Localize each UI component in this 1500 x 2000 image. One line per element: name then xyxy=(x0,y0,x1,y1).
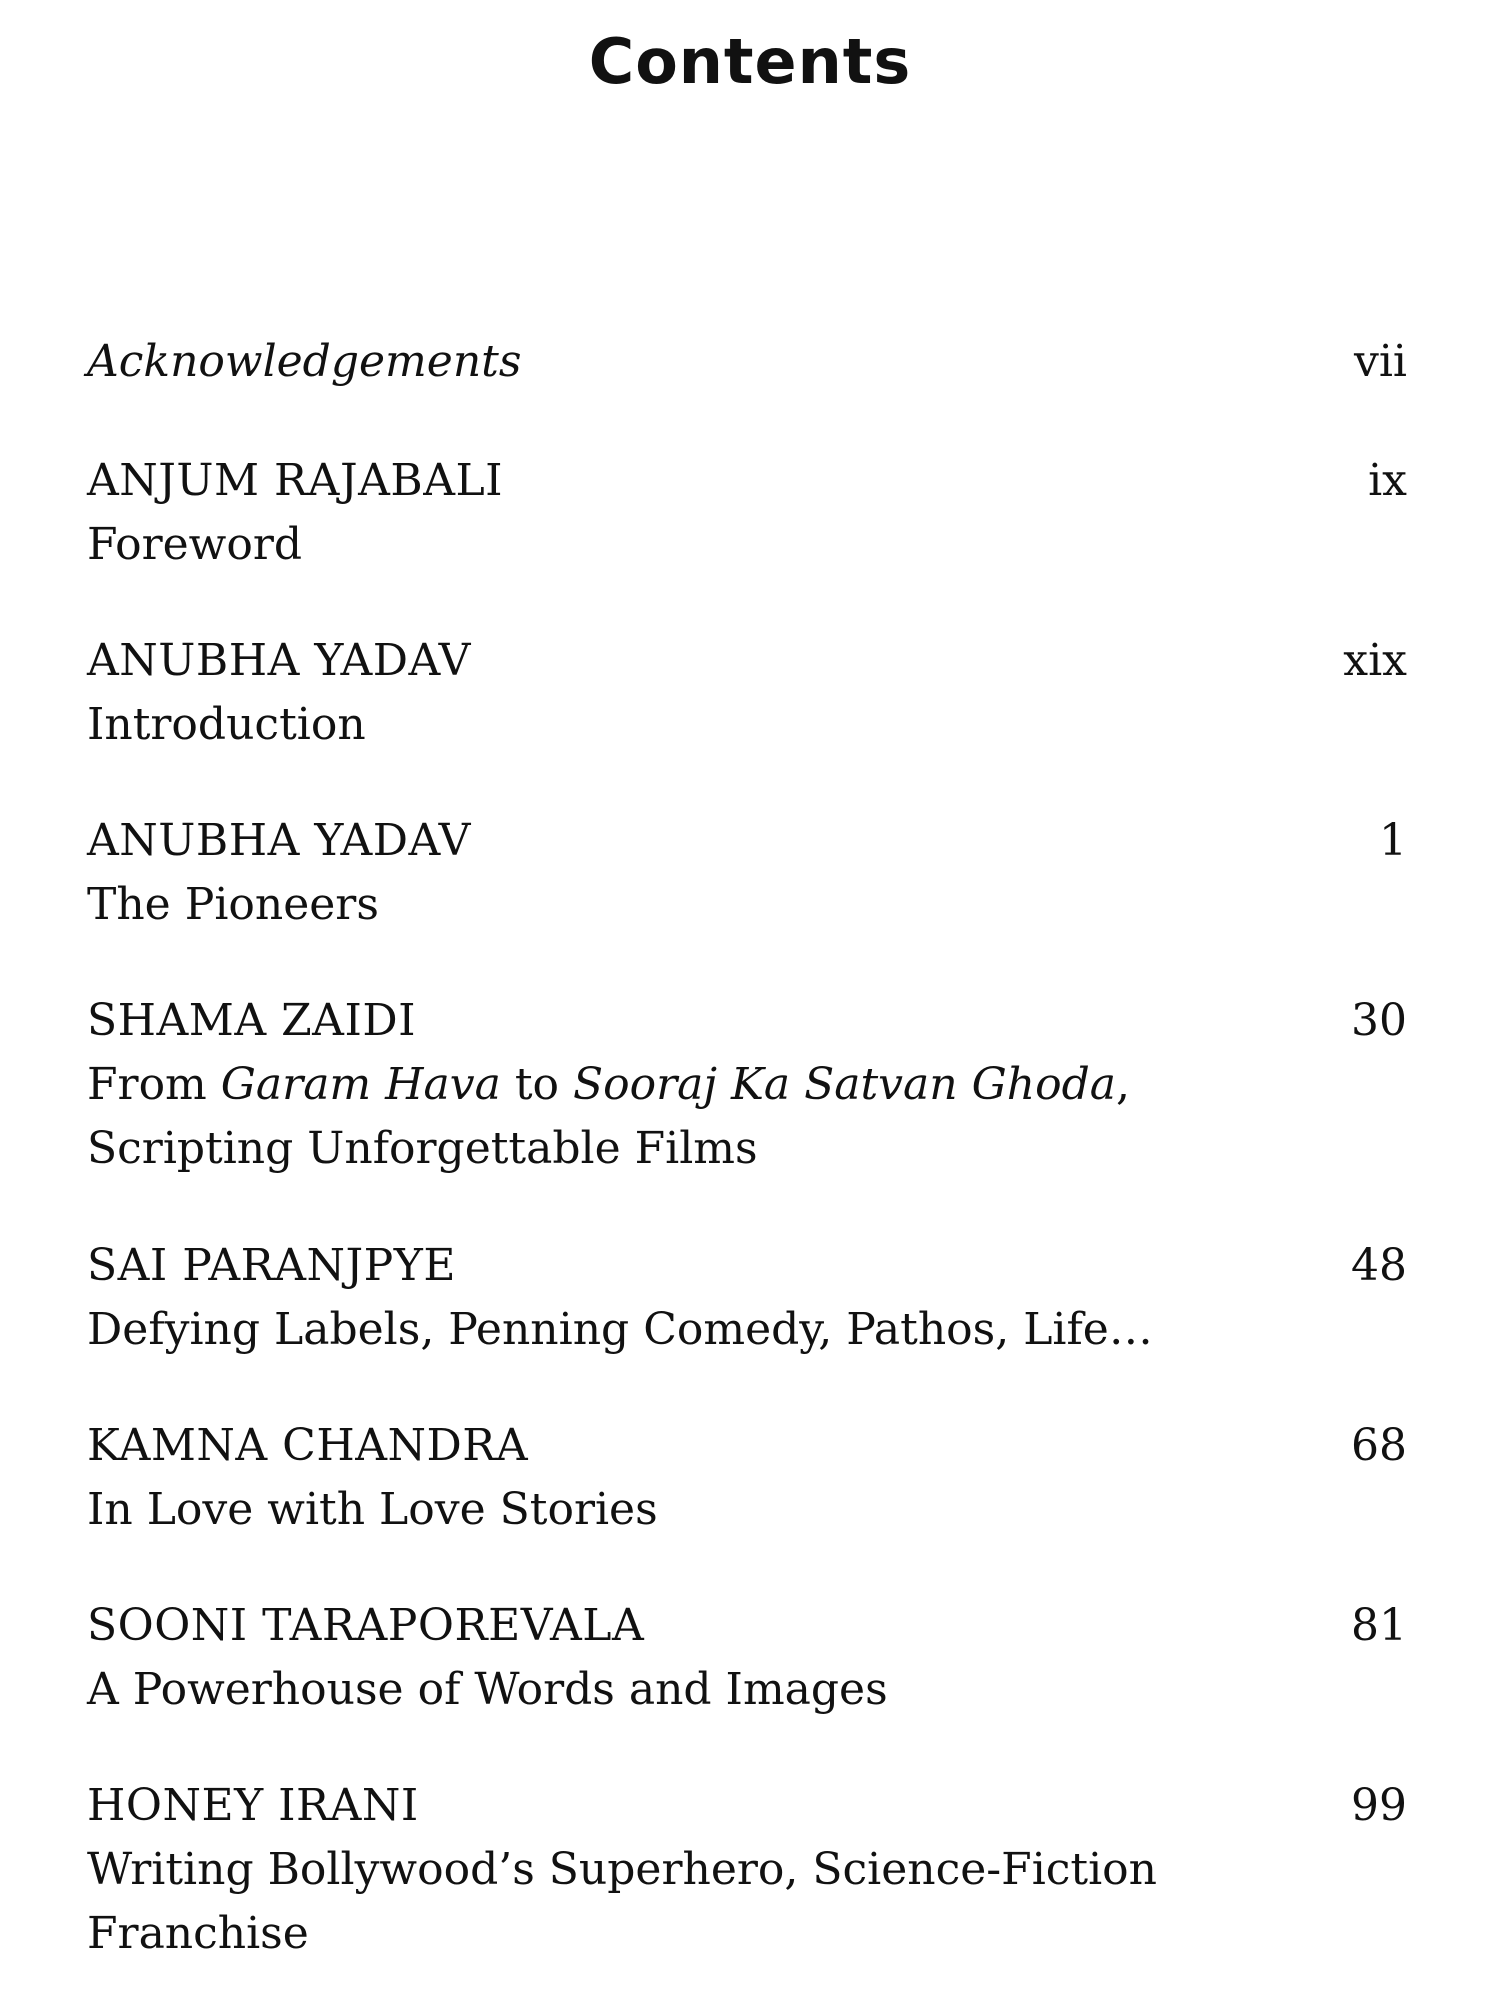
chapter-title: A Powerhouse of Words and Images xyxy=(87,1664,888,1715)
page-number: 81 xyxy=(1351,1600,1407,1651)
toc-entry-the-pioneers[interactable] xyxy=(87,809,1407,937)
chapter-title: Foreword xyxy=(87,519,303,570)
toc-entry-kamna-chandra[interactable] xyxy=(87,1414,1407,1542)
title-word: From xyxy=(87,1059,207,1110)
page-number: 99 xyxy=(1351,1780,1407,1831)
author-name: HONEY IRANI xyxy=(87,1780,419,1831)
title-word: to xyxy=(514,1059,560,1110)
chapter-title: Defying Labels, Penning Comedy, Pathos, Life… xyxy=(87,1304,1153,1355)
acknowledgements-title: Acknowledgements xyxy=(87,336,522,387)
page-number: ix xyxy=(1368,455,1407,506)
toc-entry-shama-zaidi[interactable] xyxy=(87,989,1407,1181)
toc-entry-acknowledgements[interactable] xyxy=(87,330,1407,394)
toc-entry-sai-paranjpye[interactable] xyxy=(87,1234,1407,1362)
author-name: SOONI TARAPOREVALA xyxy=(87,1600,645,1651)
chapter-title-line-1: Writing Bollywood’s Superhero, Science-Fiction xyxy=(87,1844,1157,1895)
chapter-title: Introduction xyxy=(87,699,366,750)
page-number: vii xyxy=(1353,336,1407,387)
toc-entry-introduction[interactable] xyxy=(87,629,1407,757)
author-name: ANUBHA YADAV xyxy=(87,635,471,686)
chapter-title-line-2: Franchise xyxy=(87,1908,309,1959)
page-title: Contents xyxy=(588,25,912,98)
author-name: KAMNA CHANDRA xyxy=(87,1420,529,1471)
page-number: 1 xyxy=(1379,815,1407,866)
page-number: 30 xyxy=(1351,995,1407,1046)
film-title: Garam Hava xyxy=(220,1059,501,1110)
page-number: 68 xyxy=(1351,1420,1407,1471)
author-name: SHAMA ZAIDI xyxy=(87,995,416,1046)
author-name: SAI PARANJPYE xyxy=(87,1240,456,1291)
toc-entry-honey-irani[interactable] xyxy=(87,1774,1407,1966)
chapter-title: The Pioneers xyxy=(87,879,379,930)
chapter-title: In Love with Love Stories xyxy=(87,1484,658,1535)
chapter-title-line-2: Scripting Unforgettable Films xyxy=(87,1123,758,1174)
title-punctuation: , xyxy=(1115,1059,1130,1110)
author-name: ANUBHA YADAV xyxy=(87,815,471,866)
page-number: 48 xyxy=(1351,1240,1407,1291)
film-title: Sooraj Ka Satvan Ghoda xyxy=(573,1059,1116,1110)
toc-entry-foreword[interactable] xyxy=(87,449,1407,577)
author-name: ANJUM RAJABALI xyxy=(87,455,504,506)
page-number: xix xyxy=(1343,635,1407,686)
chapter-title-line-1 xyxy=(87,1053,1407,1117)
toc-entry-sooni-taraporevala[interactable] xyxy=(87,1594,1407,1722)
